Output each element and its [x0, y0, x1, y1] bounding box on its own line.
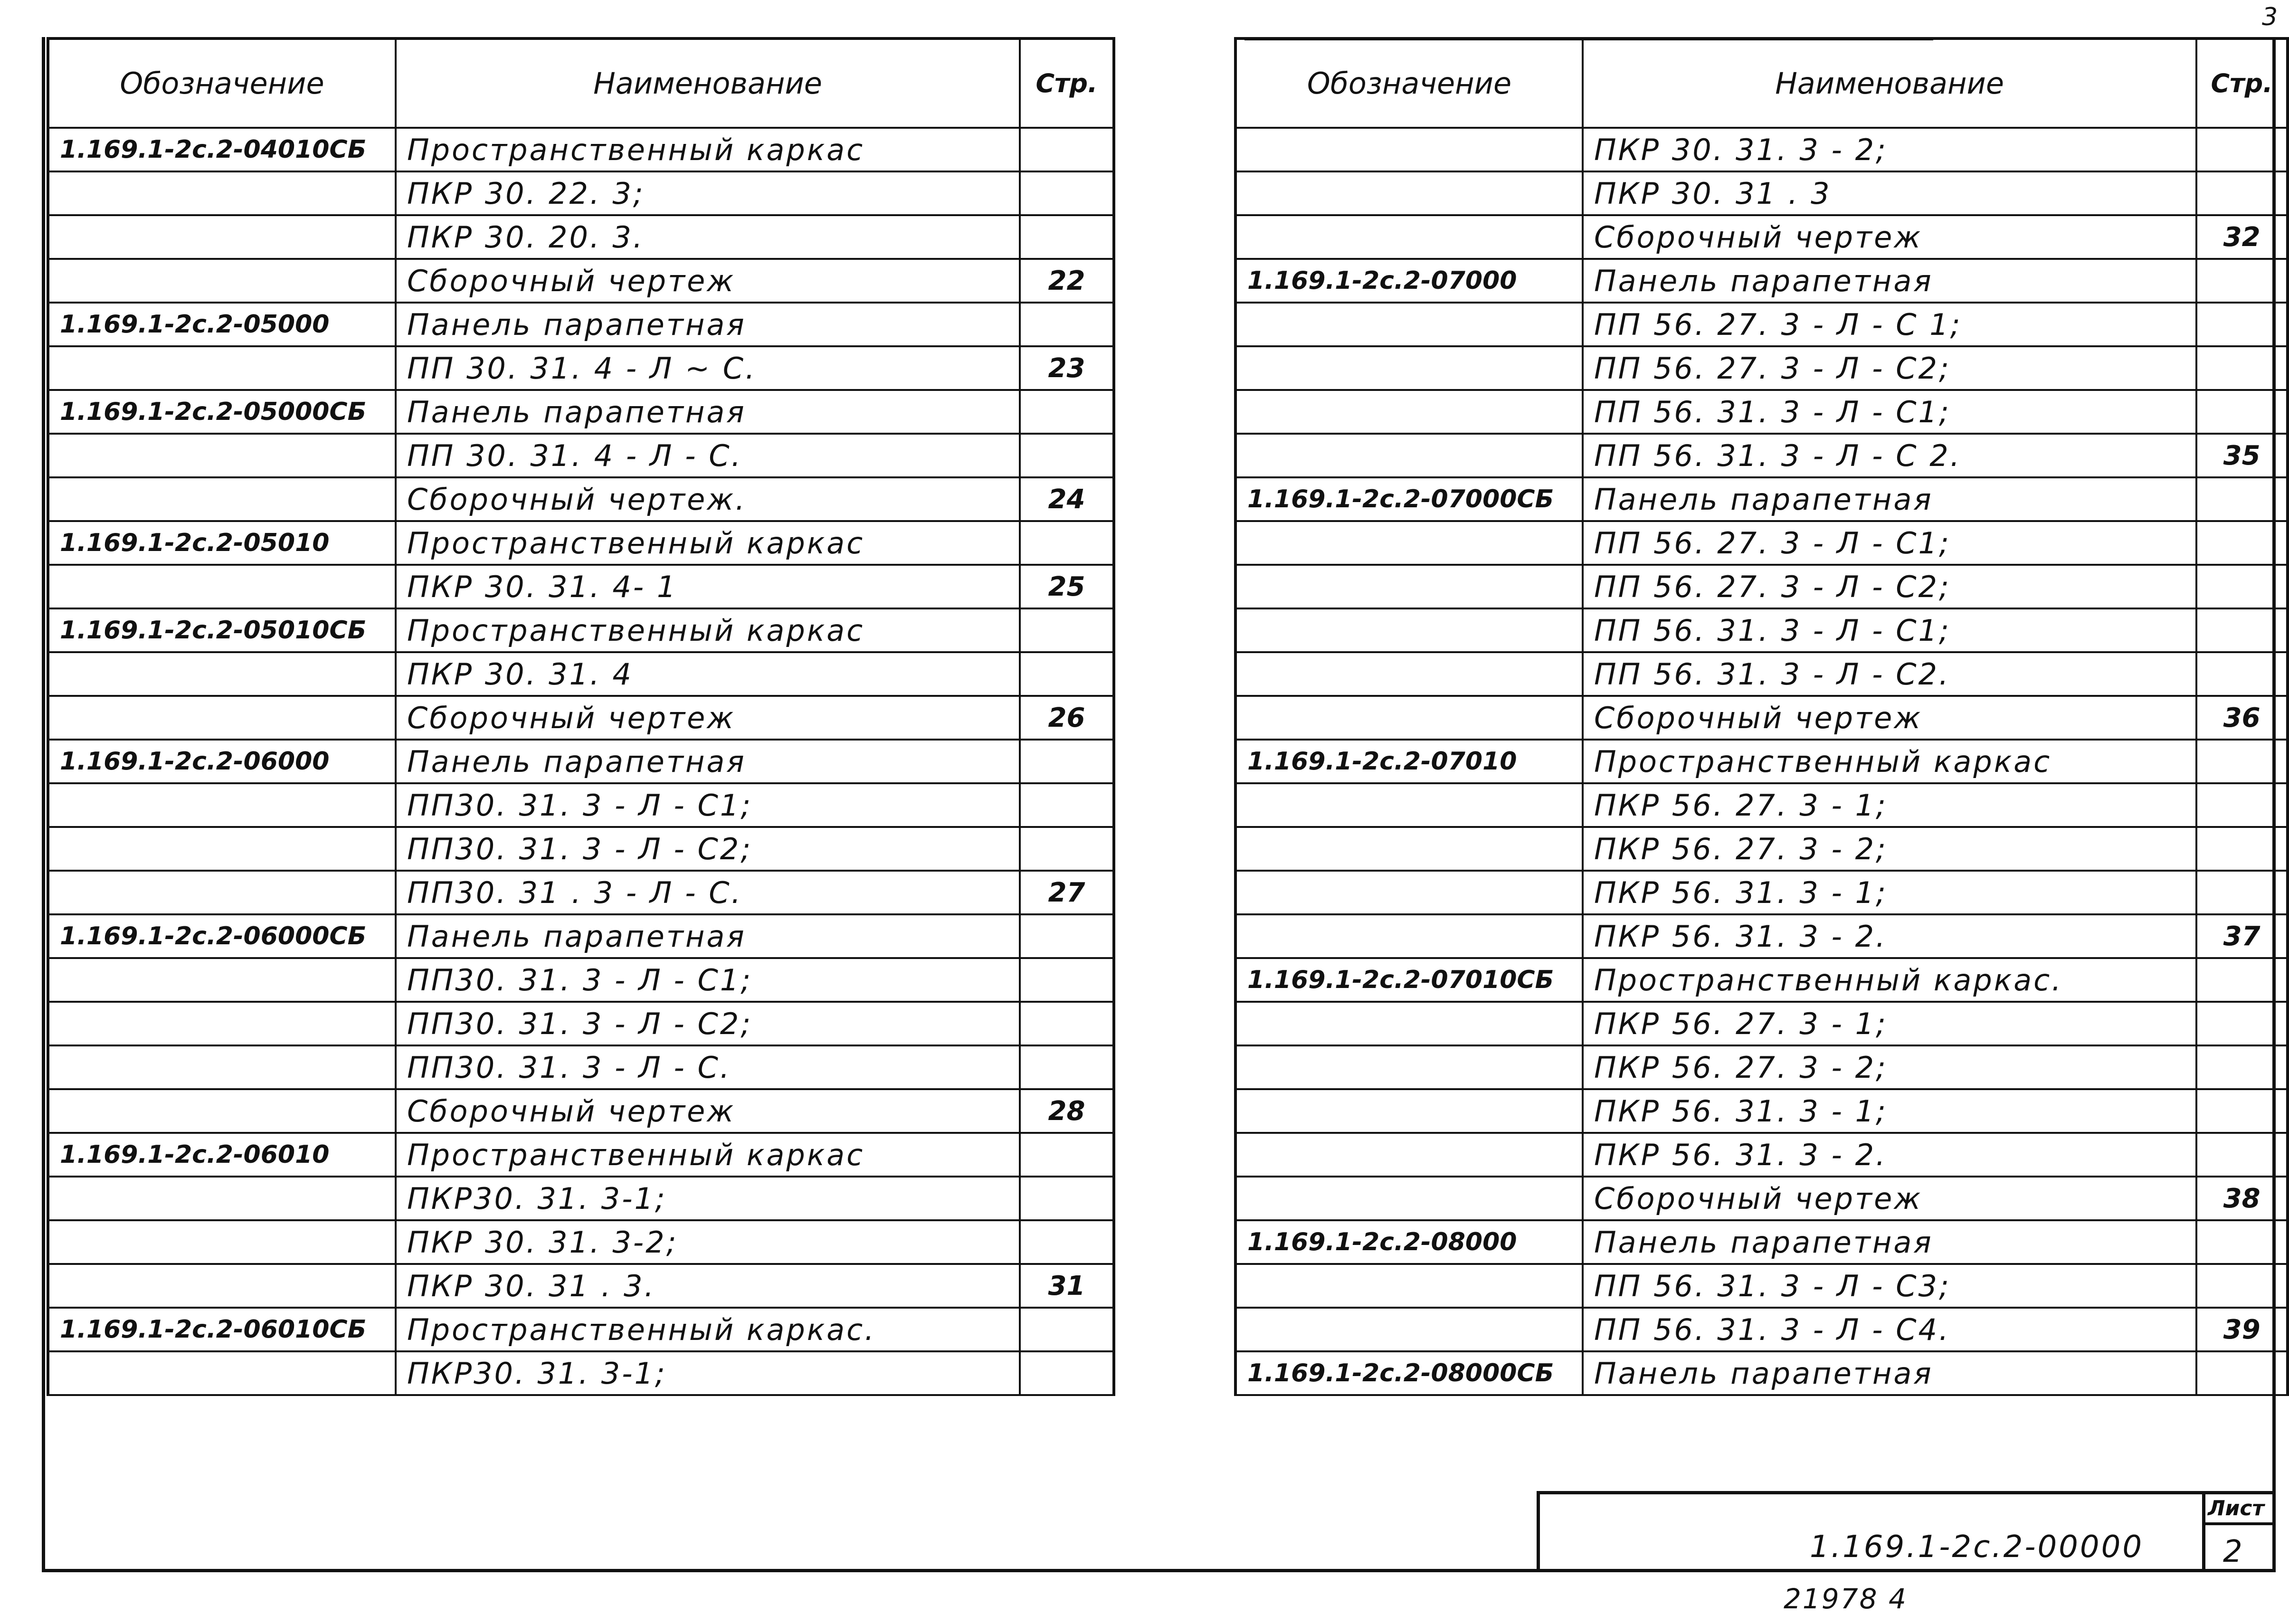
cell-page — [1020, 171, 1114, 215]
table-row — [48, 1133, 1114, 1177]
cell-code — [1235, 1308, 1583, 1351]
cell-page — [2196, 958, 2288, 1002]
table-row — [1235, 1089, 2288, 1133]
cell-name: Пространственный каркас. — [396, 1308, 1020, 1351]
cell-name: Пространственный каркас — [1583, 740, 2196, 783]
cell-name: ПП30. 31. 3 - Л - С2; — [396, 827, 1020, 871]
cell-page — [1020, 1351, 1114, 1395]
cell-page — [2196, 608, 2288, 652]
cell-code — [48, 783, 396, 827]
cell-name: ПП 56. 31. 3 - Л - С2. — [1583, 652, 2196, 696]
cell-name: Сборочный чертеж — [396, 1089, 1020, 1133]
cell-page — [2196, 1264, 2288, 1308]
cell-name: ПП 30. 31. 4 - Л - С. — [396, 434, 1020, 477]
cell-name: ПКР 56. 27. 3 - 1; — [1583, 783, 2196, 827]
cell-name: ПКР30. 31. 3-1; — [396, 1351, 1020, 1395]
table-row — [1235, 1045, 2288, 1089]
cell-name: ПП 56. 31. 3 - Л - С1; — [1583, 390, 2196, 434]
cell-code — [48, 259, 396, 303]
cell-page — [1020, 303, 1114, 346]
cell-name: Сборочный чертеж — [1583, 1177, 2196, 1220]
cell-name: ПП 56. 27. 3 - Л - С 1; — [1583, 303, 2196, 346]
cell-page: 23 — [1020, 346, 1114, 390]
cell-code — [1235, 696, 1583, 740]
cell-name: Сборочный чертеж — [1583, 215, 2196, 259]
header-page: Стр. — [1020, 38, 1114, 128]
cell-name: Панель парапетная — [396, 914, 1020, 958]
cell-name: ПП30. 31. 3 - Л - С2; — [396, 1002, 1020, 1045]
cell-page — [2196, 652, 2288, 696]
cell-name: ПП 56. 31. 3 - Л - С3; — [1583, 1264, 2196, 1308]
table-row — [48, 128, 1114, 171]
table-row — [1235, 434, 2288, 477]
cell-page — [2196, 740, 2288, 783]
cell-code — [48, 1177, 396, 1220]
cell-name: Сборочный чертеж — [396, 259, 1020, 303]
sheet-divider — [2202, 1522, 2276, 1525]
cell-page — [2196, 259, 2288, 303]
table-row — [1235, 565, 2288, 608]
cell-code — [48, 652, 396, 696]
cell-name: ПП30. 31. 3 - Л - С1; — [396, 783, 1020, 827]
table-row — [48, 696, 1114, 740]
cell-name: ПКР 56. 31. 3 - 1; — [1583, 1089, 2196, 1133]
cell-code — [1235, 346, 1583, 390]
cell-code: 1.169.1-2с.2-05000СБ — [48, 390, 396, 434]
page-number: 3 — [2262, 3, 2278, 31]
cell-name: ПП30. 31. 3 - Л - С. — [396, 1045, 1020, 1089]
table-row — [1235, 215, 2288, 259]
cell-code — [48, 827, 396, 871]
cell-name: ПКР 56. 27. 3 - 1; — [1583, 1002, 2196, 1045]
table-row — [1235, 303, 2288, 346]
cell-page — [1020, 390, 1114, 434]
cell-code — [1235, 1002, 1583, 1045]
cell-page — [2196, 565, 2288, 608]
cell-page — [1020, 1220, 1114, 1264]
table-row — [1235, 958, 2288, 1002]
cell-page — [1020, 521, 1114, 565]
cell-code: 1.169.1-2с.2-08000СБ — [1235, 1351, 1583, 1395]
table-row — [48, 914, 1114, 958]
table-row — [48, 1045, 1114, 1089]
cell-page — [1020, 1002, 1114, 1045]
header-designation: Обозначение — [1235, 38, 1583, 128]
cell-name: Сборочный чертеж — [1583, 696, 2196, 740]
table-row — [1235, 1264, 2288, 1308]
cell-code — [1235, 1089, 1583, 1133]
cell-code — [1235, 171, 1583, 215]
cell-code — [48, 346, 396, 390]
table-row — [48, 346, 1114, 390]
cell-page — [2196, 1351, 2288, 1395]
cell-name: ПП 30. 31. 4 - Л ~ С. — [396, 346, 1020, 390]
cell-code: 1.169.1-2с.2-07000СБ — [1235, 477, 1583, 521]
cell-code — [1235, 521, 1583, 565]
archive-number: 21978 4 — [1784, 1583, 1908, 1615]
table-row — [1235, 827, 2288, 871]
cell-name: ПКР 56. 31. 3 - 1; — [1583, 871, 2196, 914]
cell-name: ПП 56. 31. 3 - Л - С1; — [1583, 608, 2196, 652]
table-row — [1235, 608, 2288, 652]
cell-code — [48, 477, 396, 521]
table-row — [48, 565, 1114, 608]
cell-code — [48, 1220, 396, 1264]
cell-page — [1020, 958, 1114, 1002]
cell-name: ПКР 30. 31 . 3 — [1583, 171, 2196, 215]
table-row — [48, 303, 1114, 346]
header-page: Стр. — [2196, 38, 2288, 128]
cell-name: ПКР 56. 27. 3 - 2; — [1583, 827, 2196, 871]
cell-code — [48, 1045, 396, 1089]
document-code: 1.169.1-2с.2-00000 — [1810, 1529, 2144, 1565]
table-row — [48, 521, 1114, 565]
cell-code — [48, 1089, 396, 1133]
cell-code: 1.169.1-2с.2-06000СБ — [48, 914, 396, 958]
cell-page — [2196, 827, 2288, 871]
cell-name: Панель парапетная — [396, 390, 1020, 434]
cell-name: ПП 56. 31. 3 - Л - С4. — [1583, 1308, 2196, 1351]
table-row — [1235, 171, 2288, 215]
cell-page — [1020, 783, 1114, 827]
cell-name: ПКР 56. 31. 3 - 2. — [1583, 1133, 2196, 1177]
header-name: Наименование — [396, 38, 1020, 128]
table-row — [48, 1002, 1114, 1045]
header-name: Наименование — [1583, 38, 2196, 128]
table-row — [48, 783, 1114, 827]
cell-code — [1235, 652, 1583, 696]
cell-page — [2196, 1002, 2288, 1045]
cell-code — [1235, 1177, 1583, 1220]
cell-page: 27 — [1020, 871, 1114, 914]
cell-code — [48, 1351, 396, 1395]
cell-code: 1.169.1-2с.2-07000 — [1235, 259, 1583, 303]
cell-name: Сборочный чертеж. — [396, 477, 1020, 521]
table-row — [48, 1264, 1114, 1308]
cell-page: 32 — [2196, 215, 2288, 259]
cell-code — [1235, 871, 1583, 914]
cell-page: 28 — [1020, 1089, 1114, 1133]
cell-page — [1020, 434, 1114, 477]
table-row — [1235, 696, 2288, 740]
cell-page — [1020, 1177, 1114, 1220]
cell-page: 38 — [2196, 1177, 2288, 1220]
table-row — [48, 390, 1114, 434]
cell-page: 22 — [1020, 259, 1114, 303]
cell-name: Панель парапетная — [1583, 1220, 2196, 1264]
table-row — [48, 1308, 1114, 1351]
cell-code: 1.169.1-2с.2-06000 — [48, 740, 396, 783]
cell-code — [1235, 303, 1583, 346]
table-row — [1235, 346, 2288, 390]
cell-code — [1235, 608, 1583, 652]
cell-name: ПКР 30. 31. 4- 1 — [396, 565, 1020, 608]
cell-page — [2196, 783, 2288, 827]
table-row — [1235, 521, 2288, 565]
cell-code: 1.169.1-2с.2-08000 — [1235, 1220, 1583, 1264]
cell-name: ПП30. 31. 3 - Л - С1; — [396, 958, 1020, 1002]
cell-code — [1235, 914, 1583, 958]
table-row — [48, 958, 1114, 1002]
cell-name: Пространственный каркас — [396, 1133, 1020, 1177]
table-row — [1235, 1351, 2288, 1395]
cell-page — [1020, 1308, 1114, 1351]
cell-name: ПКР30. 31. 3-1; — [396, 1177, 1020, 1220]
cell-name: Панель парапетная — [396, 303, 1020, 346]
cell-page — [1020, 1045, 1114, 1089]
cell-name: ПКР 30. 31 . 3. — [396, 1264, 1020, 1308]
table-row — [48, 1220, 1114, 1264]
cell-page — [2196, 1220, 2288, 1264]
cell-code — [48, 696, 396, 740]
cell-code — [1235, 827, 1583, 871]
cell-code — [1235, 783, 1583, 827]
header-designation: Обозначение — [48, 38, 396, 128]
cell-page — [1020, 914, 1114, 958]
cell-name: Пространственный каркас — [396, 128, 1020, 171]
cell-page — [2196, 1133, 2288, 1177]
table-row — [1235, 128, 2288, 171]
cell-code — [48, 1002, 396, 1045]
table-row — [48, 871, 1114, 914]
cell-code — [1235, 434, 1583, 477]
cell-code — [1235, 565, 1583, 608]
sheet-label: Лист — [2208, 1496, 2264, 1520]
table-row — [1235, 871, 2288, 914]
cell-page: 25 — [1020, 565, 1114, 608]
table-row — [1235, 783, 2288, 827]
table-row — [1235, 914, 2288, 958]
table-row — [48, 259, 1114, 303]
cell-page — [2196, 128, 2288, 171]
cell-code: 1.169.1-2с.2-05000 — [48, 303, 396, 346]
cell-name: ПКР 56. 27. 3 - 2; — [1583, 1045, 2196, 1089]
cell-name: ПКР 30. 20. 3. — [396, 215, 1020, 259]
table-row — [1235, 1177, 2288, 1220]
table-row — [48, 477, 1114, 521]
cell-code — [1235, 1264, 1583, 1308]
cell-page — [1020, 215, 1114, 259]
cell-page — [2196, 390, 2288, 434]
cell-page — [2196, 521, 2288, 565]
table-row — [48, 171, 1114, 215]
table-row — [1235, 477, 2288, 521]
cell-name: Пространственный каркас — [396, 521, 1020, 565]
cell-code — [48, 871, 396, 914]
table-row — [1235, 259, 2288, 303]
cell-code — [1235, 390, 1583, 434]
cell-code — [1235, 1133, 1583, 1177]
cell-code — [48, 565, 396, 608]
cell-page — [2196, 477, 2288, 521]
table-row — [1235, 1002, 2288, 1045]
cell-code: 1.169.1-2с.2-07010 — [1235, 740, 1583, 783]
cell-page — [1020, 128, 1114, 171]
cell-name: ПКР 30. 31. 3-2; — [396, 1220, 1020, 1264]
cell-page — [2196, 871, 2288, 914]
cell-name: ПП 56. 31. 3 - Л - С 2. — [1583, 434, 2196, 477]
cell-name: ПП30. 31 . 3 - Л - С. — [396, 871, 1020, 914]
cell-page: 24 — [1020, 477, 1114, 521]
cell-page — [2196, 171, 2288, 215]
cell-code — [48, 1264, 396, 1308]
cell-page: 31 — [1020, 1264, 1114, 1308]
table-row — [48, 740, 1114, 783]
cell-code: 1.169.1-2с.2-06010 — [48, 1133, 396, 1177]
cell-name: ПКР 30. 22. 3; — [396, 171, 1020, 215]
sheet-number: 2 — [2223, 1534, 2242, 1569]
cell-name: Панель парапетная — [1583, 1351, 2196, 1395]
cell-code — [48, 215, 396, 259]
cell-name: ПП 56. 27. 3 - Л - С2; — [1583, 565, 2196, 608]
cell-name: Сборочный чертеж — [396, 696, 1020, 740]
cell-page: 36 — [2196, 696, 2288, 740]
cell-page — [2196, 346, 2288, 390]
cell-code: 1.169.1-2с.2-06010СБ — [48, 1308, 396, 1351]
table-row — [1235, 390, 2288, 434]
cell-page: 37 — [2196, 914, 2288, 958]
cell-page: 35 — [2196, 434, 2288, 477]
cell-code: 1.169.1-2с.2-05010СБ — [48, 608, 396, 652]
cell-page — [2196, 303, 2288, 346]
cell-name: Панель парапетная — [396, 740, 1020, 783]
table-row — [1235, 1133, 2288, 1177]
left-spec-table — [47, 37, 1115, 1396]
table-row — [48, 1351, 1114, 1395]
table-row — [48, 434, 1114, 477]
cell-name: Панель парапетная — [1583, 477, 2196, 521]
right-spec-table — [1234, 37, 2289, 1396]
table-row — [48, 215, 1114, 259]
header-row — [1235, 38, 2288, 128]
table-row — [1235, 740, 2288, 783]
table-row — [48, 1177, 1114, 1220]
cell-name: ПКР 30. 31. 3 - 2; — [1583, 128, 2196, 171]
cell-name: Пространственный каркас. — [1583, 958, 2196, 1002]
cell-code: 1.169.1-2с.2-07010СБ — [1235, 958, 1583, 1002]
table-row — [1235, 652, 2288, 696]
table-row — [48, 827, 1114, 871]
cell-page — [1020, 652, 1114, 696]
cell-code — [48, 434, 396, 477]
table-row — [48, 1089, 1114, 1133]
cell-name: Панель парапетная — [1583, 259, 2196, 303]
cell-page — [1020, 827, 1114, 871]
cell-name: ПКР 30. 31. 4 — [396, 652, 1020, 696]
cell-name: Пространственный каркас — [396, 608, 1020, 652]
cell-code: 1.169.1-2с.2-05010 — [48, 521, 396, 565]
cell-code — [1235, 215, 1583, 259]
cell-page — [1020, 608, 1114, 652]
table-row — [48, 608, 1114, 652]
cell-page: 26 — [1020, 696, 1114, 740]
table-row — [48, 652, 1114, 696]
header-row — [48, 38, 1114, 128]
table-row — [1235, 1308, 2288, 1351]
cell-page — [1020, 740, 1114, 783]
cell-code: 1.169.1-2с.2-04010СБ — [48, 128, 396, 171]
cell-page — [2196, 1089, 2288, 1133]
cell-page: 39 — [2196, 1308, 2288, 1351]
cell-name: ПКР 56. 31. 3 - 2. — [1583, 914, 2196, 958]
cell-name: ПП 56. 27. 3 - Л - С2; — [1583, 346, 2196, 390]
cell-code — [48, 171, 396, 215]
cell-code — [1235, 128, 1583, 171]
cell-page — [1020, 1133, 1114, 1177]
cell-page — [2196, 1045, 2288, 1089]
cell-code — [1235, 1045, 1583, 1089]
cell-name: ПП 56. 27. 3 - Л - С1; — [1583, 521, 2196, 565]
table-row — [1235, 1220, 2288, 1264]
cell-code — [48, 958, 396, 1002]
